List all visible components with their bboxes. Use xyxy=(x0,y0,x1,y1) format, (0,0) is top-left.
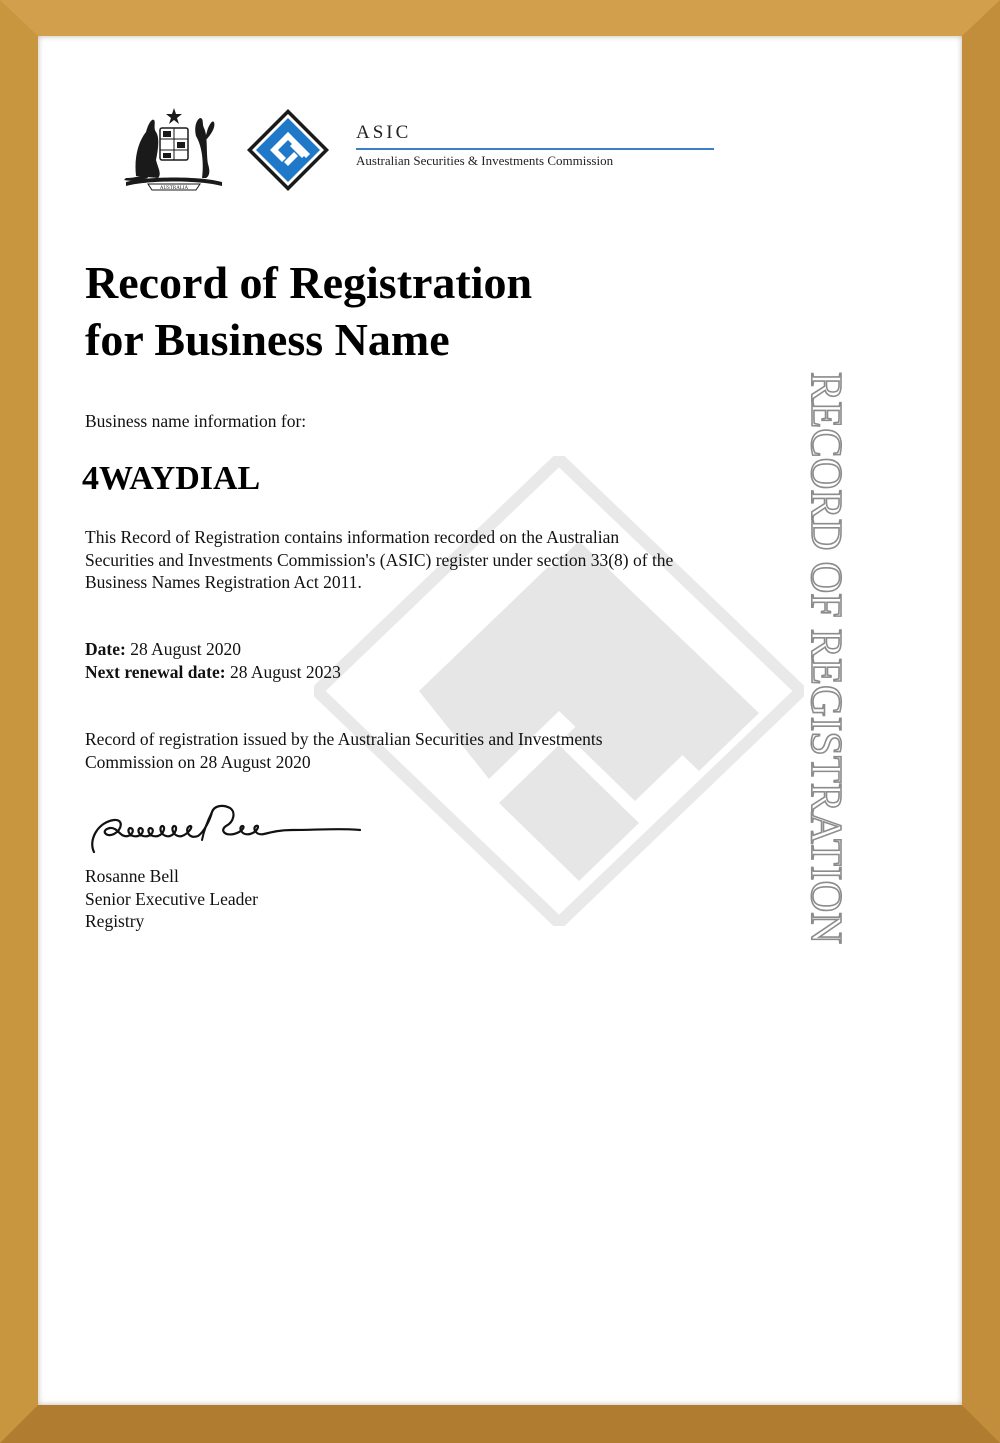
certificate-paper xyxy=(38,36,962,1405)
asic-header-rule xyxy=(356,148,714,150)
coat-of-arms-icon xyxy=(118,106,230,192)
business-name: 4WAYDIAL xyxy=(82,460,261,497)
date-row xyxy=(85,638,341,661)
signature-image xyxy=(84,800,374,864)
asic-logo-icon xyxy=(246,108,330,192)
date-value: 28 August 2020 xyxy=(130,639,242,659)
dates-block xyxy=(85,638,341,683)
description-line-2: Securities and Investments Commission's (ASIC) register under section 33(8) of the xyxy=(85,549,674,570)
issued-statement xyxy=(85,728,705,773)
issued-line-1: Record of registration issued by the Australian Securities and Investments xyxy=(85,729,603,749)
renewal-label: Next renewal date: xyxy=(85,661,226,682)
title-line-1: Record of Registration xyxy=(85,257,533,308)
header-logos xyxy=(116,104,736,196)
description-line-1: This Record of Registration contains information recorded on the Australian xyxy=(85,527,620,547)
issued-line-2: Commission on 28 August 2020 xyxy=(85,751,311,772)
asic-abbreviation: ASIC xyxy=(356,122,412,143)
signatory-position: Senior Executive Leader xyxy=(85,888,258,909)
asic-full-name: Australian Securities & Investments Commission xyxy=(356,153,614,168)
business-name-label: Business name information for: xyxy=(85,411,307,431)
side-title-vertical: RECORD OF REGISTRATION xyxy=(802,372,851,945)
signatory-name: Rosanne Bell xyxy=(85,866,179,886)
signatory-department: Registry xyxy=(85,911,145,931)
renewal-value: 28 August 2023 xyxy=(229,661,341,682)
title-line-2: for Business Name xyxy=(85,314,450,365)
signatory-block xyxy=(85,865,258,933)
renewal-row xyxy=(85,661,341,684)
description-line-3: Business Names Registration Act 2011. xyxy=(85,572,362,592)
date-label: Date: xyxy=(85,639,126,659)
registration-description xyxy=(85,526,785,594)
coat-of-arms-text: AUSTRALIA xyxy=(159,186,189,191)
document-title xyxy=(85,254,532,368)
